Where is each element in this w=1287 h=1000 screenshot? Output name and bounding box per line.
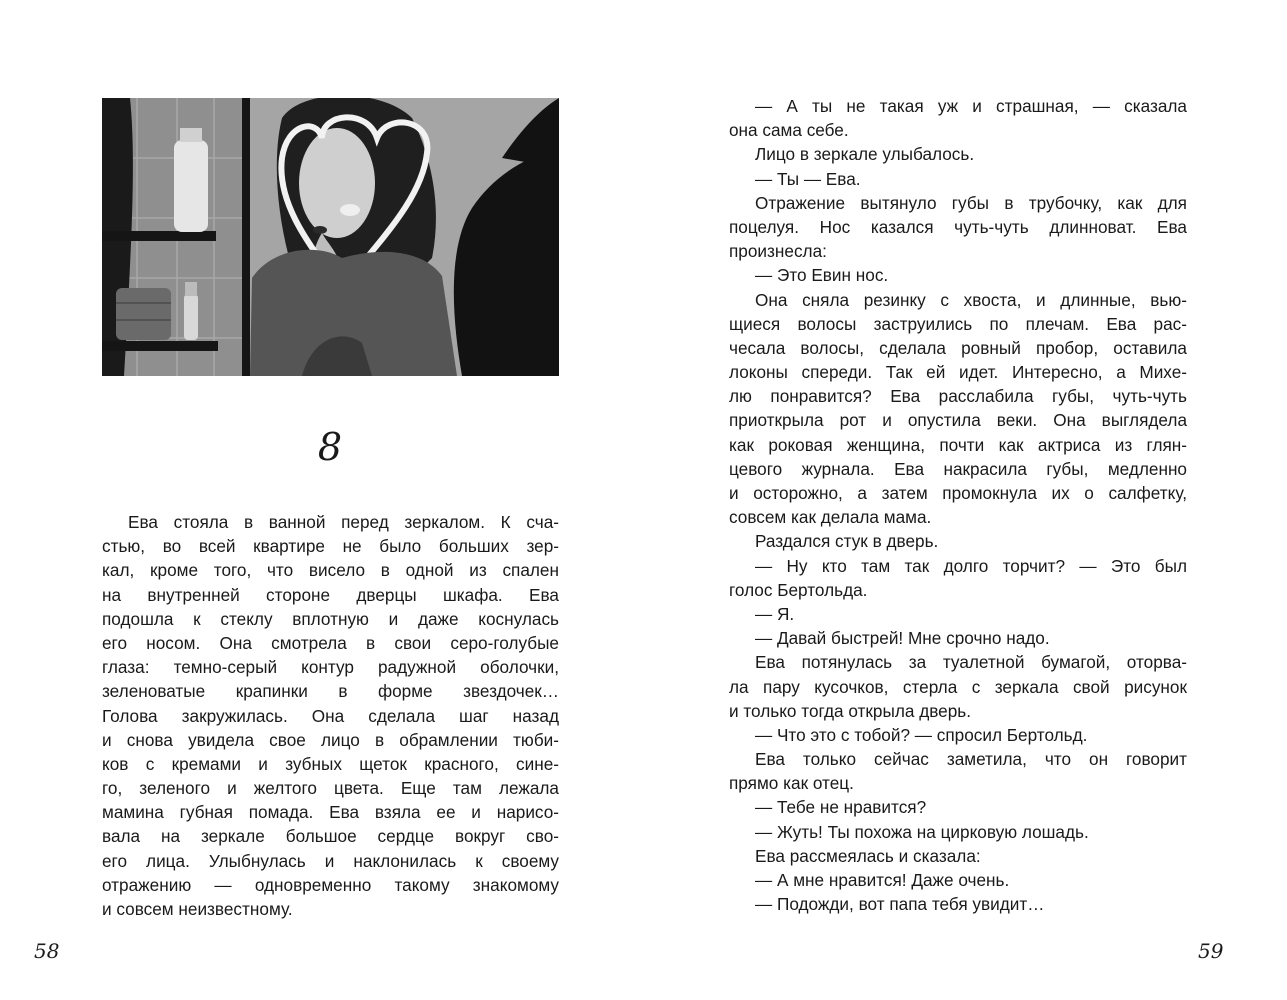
girl-at-mirror-illustration: [102, 98, 559, 376]
text-line: ла пару кусочков, стерла с зеркала свой рисунок: [729, 676, 1187, 697]
text-line: стью, во всей квартире не было больших зер-: [102, 536, 559, 557]
text-line: голос Бертольда.: [729, 579, 868, 600]
text-line: — А ты не такая уж и страшная, — сказала: [755, 96, 1187, 116]
text-line: чесала волосы, сделала ровный пробор, оставила: [729, 337, 1187, 358]
right-page: [643, 0, 1287, 1000]
page-number-right: 59: [1198, 939, 1224, 963]
text-line: отражению — одновременно такому знакомому: [102, 874, 559, 895]
text-line: Голова закружилась. Она сделала шаг назад: [102, 705, 559, 726]
text-line: глаза: темно-серый контур радужной оболочки,: [102, 657, 559, 678]
text-line: его носом. Она смотрела в свои серо-голубые: [102, 632, 559, 653]
text-line: го, зеленого и желтого цвета. Еще там лежала: [102, 778, 559, 799]
text-line: Ева только сейчас заметила, что он говорит: [755, 749, 1187, 770]
text-line: совсем как делала мама.: [729, 507, 932, 528]
text-line: — Жуть! Ты похожа на цирковую лошадь.: [755, 821, 1089, 842]
text-line: — А мне нравится! Даже очень.: [755, 870, 1010, 890]
chapter-number: 8: [317, 425, 343, 469]
page-number-left: 58: [34, 939, 60, 963]
text-line: щиеся волосы заструились по плечам. Ева рас-: [729, 313, 1187, 334]
text-line: Ева потянулась за туалетной бумагой, оторва-: [755, 652, 1187, 673]
text-line: локоны спереди. Так ей идет. Интересно, а Михе-: [729, 362, 1187, 383]
text-line: кал, кроме того, что висело в одной из спален: [102, 560, 559, 581]
text-line: зеленоватые крапинки в форме звездочек…: [102, 681, 559, 702]
text-line: — Ну кто там так долго торчит? — Это был: [755, 555, 1187, 576]
text-line: — Что это с тобой? — спросил Бертольд.: [755, 724, 1088, 745]
text-line: Ева стояла в ванной перед зеркалом. К сча-: [128, 512, 559, 532]
text-line: Ева рассмеялась и сказала:: [755, 845, 981, 866]
text-line: и совсем неизвестному.: [102, 899, 293, 919]
text-line: и только тогда открыла дверь.: [729, 700, 972, 721]
right-page-text: [729, 94, 1187, 916]
text-line: и осторожно, а затем промокнула их о салфетку,: [729, 483, 1187, 503]
text-line: вала на зеркале большое сердце вокруг сво-: [102, 826, 559, 847]
text-line: — Подожди, вот папа тебя увидит…: [755, 894, 1045, 915]
text-line: — Ты — Ева.: [755, 168, 861, 189]
text-line: произнесла:: [729, 241, 827, 262]
text-line: ков с кремами и зубных щеток красного, сине-: [102, 753, 559, 774]
text-line: — Давай быстрей! Мне срочно надо.: [755, 628, 1050, 649]
text-line: Раздался стук в дверь.: [755, 531, 939, 552]
text-line: Лицо в зеркале улыбалось.: [755, 144, 975, 165]
text-line: приоткрыла рот и опустила веки. Она выглядела: [729, 410, 1187, 431]
left-page-text: [102, 510, 559, 921]
text-line: прямо как отец.: [729, 773, 854, 794]
text-line: на внутренней стороне дверцы шкафа. Ева: [102, 584, 559, 605]
text-line: Она сняла резинку с хвоста, и длинные, вью-: [755, 289, 1187, 310]
text-line: — Это Евин нос.: [755, 265, 889, 286]
text-line: и снова увидела свое лицо в обрамлении тюби-: [102, 729, 559, 750]
text-line: — Тебе не нравится?: [755, 797, 927, 818]
text-line: лю понравится? Ева расслабила губы, чуть-чуть: [729, 386, 1187, 407]
illustration-art: [102, 98, 559, 376]
text-line: мамина губная помада. Ева взяла ее и нарисо-: [102, 802, 559, 823]
text-line: она сама себе.: [729, 120, 849, 141]
text-line: Отражение вытянуло губы в трубочку, как для: [755, 192, 1187, 213]
text-line: цевого журнала. Ева накрасила губы, медленно: [729, 458, 1187, 479]
text-line: поцелуя. Нос казался чуть-чуть длинноват. Ева: [729, 216, 1187, 237]
text-line: — Я.: [755, 603, 795, 624]
left-page: [0, 0, 643, 1000]
text-line: как роковая женщина, почти как актриса из глян-: [729, 434, 1187, 455]
text-line: его лица. Улыбнулась и наклонилась к своему: [102, 850, 559, 871]
text-line: подошла к стеклу вплотную и даже коснулась: [102, 608, 559, 629]
